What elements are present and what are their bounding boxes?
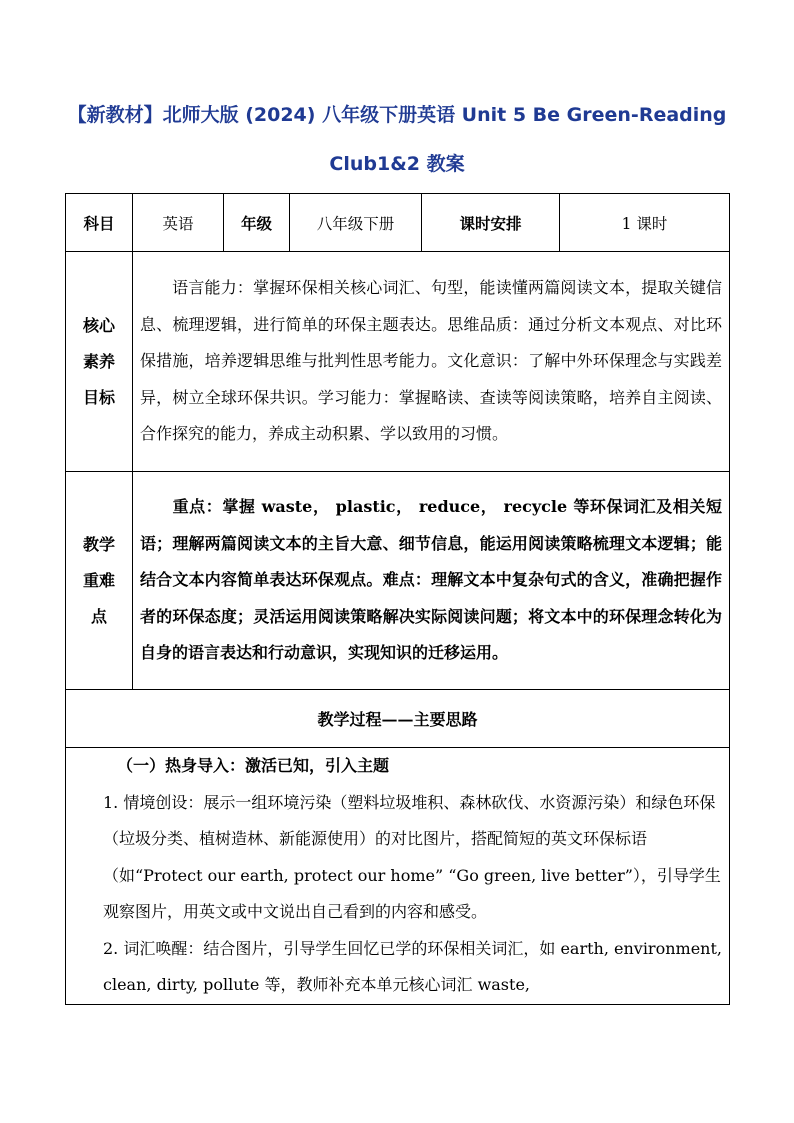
document-title-line1: 【新教材】北师大版 (2024) 八年级下册英语 Unit 5 Be Green-Reading bbox=[67, 104, 727, 126]
lesson-plan-table bbox=[65, 193, 730, 1005]
process-heading: 教学过程——主要思路 bbox=[66, 690, 730, 748]
subject-label: 科目 bbox=[66, 194, 133, 252]
document-title-line2: Club1&2 教案 bbox=[329, 153, 465, 175]
key-points-label-line: 点 bbox=[90, 606, 107, 626]
grade-value: 八年级下册 bbox=[290, 194, 422, 252]
core-goals-label-line: 核心 bbox=[82, 315, 115, 335]
process-item-1: 1. 情境创设：展示一组环境污染（塑料垃圾堆积、森林砍伐、水资源污染）和绿色环保（垃圾分类、植树造林、新能源使用）的对比图片，搭配简短的英文环保标语（如“Protect our earth, protect our home” “Go green, live better”），引导学生观察图片，用英文或中文说出自己看到的内容和感受。 bbox=[103, 792, 721, 921]
process-content-row bbox=[66, 748, 730, 1005]
core-goals-label-line: 目标 bbox=[82, 387, 115, 407]
core-goals-cell bbox=[133, 252, 730, 472]
process-heading-row bbox=[66, 690, 730, 748]
section1-title: （一）热身导入：激活已知，引入主题 bbox=[117, 756, 390, 775]
core-goals-text: 语言能力：掌握环保相关核心词汇、句型，能读懂两篇阅读文本，提取关键信息、梳理逻辑，进行简单的环保主题表达。思维品质：通过分析文本观点、对比环保措施，培养逻辑思维与批判性思考能力。文化意识：了解中外环保理念与实践差异，树立全球环保共识。学习能力：掌握略读、查读等阅读策略，培养自主阅读、合作探究的能力，养成主动积累、学以致用的习惯。 bbox=[140, 278, 722, 444]
key-points-label-line: 教学 bbox=[82, 534, 115, 554]
key-points-text: 重点：掌握 waste， plastic， reduce， recycle 等环保词汇及相关短语；理解两篇阅读文本的主旨大意、细节信息，能运用阅读策略梳理文本逻辑；能结合文本内容简单表达环保观点。难点：理解文本中复杂句式的含义，准确把握作者的环保态度；灵活运用阅读策略解决实际阅读问题；将文本中的环保理念转化为自身的语言表达和行动意识，实现知识的迁移运用。 bbox=[140, 497, 722, 663]
subject-value: 英语 bbox=[133, 194, 224, 252]
key-points-row bbox=[66, 472, 730, 690]
process-content bbox=[66, 748, 730, 1005]
grade-label: 年级 bbox=[224, 194, 290, 252]
key-points-label-line: 重难 bbox=[82, 570, 115, 590]
schedule-label: 课时安排 bbox=[422, 194, 560, 252]
core-goals-label-line: 素养 bbox=[82, 351, 115, 371]
core-goals-row bbox=[66, 252, 730, 472]
key-points-cell bbox=[133, 472, 730, 690]
core-goals-label bbox=[66, 252, 133, 472]
header-row bbox=[66, 194, 730, 252]
key-points-label bbox=[66, 472, 133, 690]
process-item-2: 2. 词汇唤醒：结合图片，引导学生回忆已学的环保相关词汇，如 earth, environment, clean, dirty, pollute 等，教师补充本单元核心词汇 waste, bbox=[103, 938, 722, 994]
schedule-value: 1 课时 bbox=[560, 194, 730, 252]
